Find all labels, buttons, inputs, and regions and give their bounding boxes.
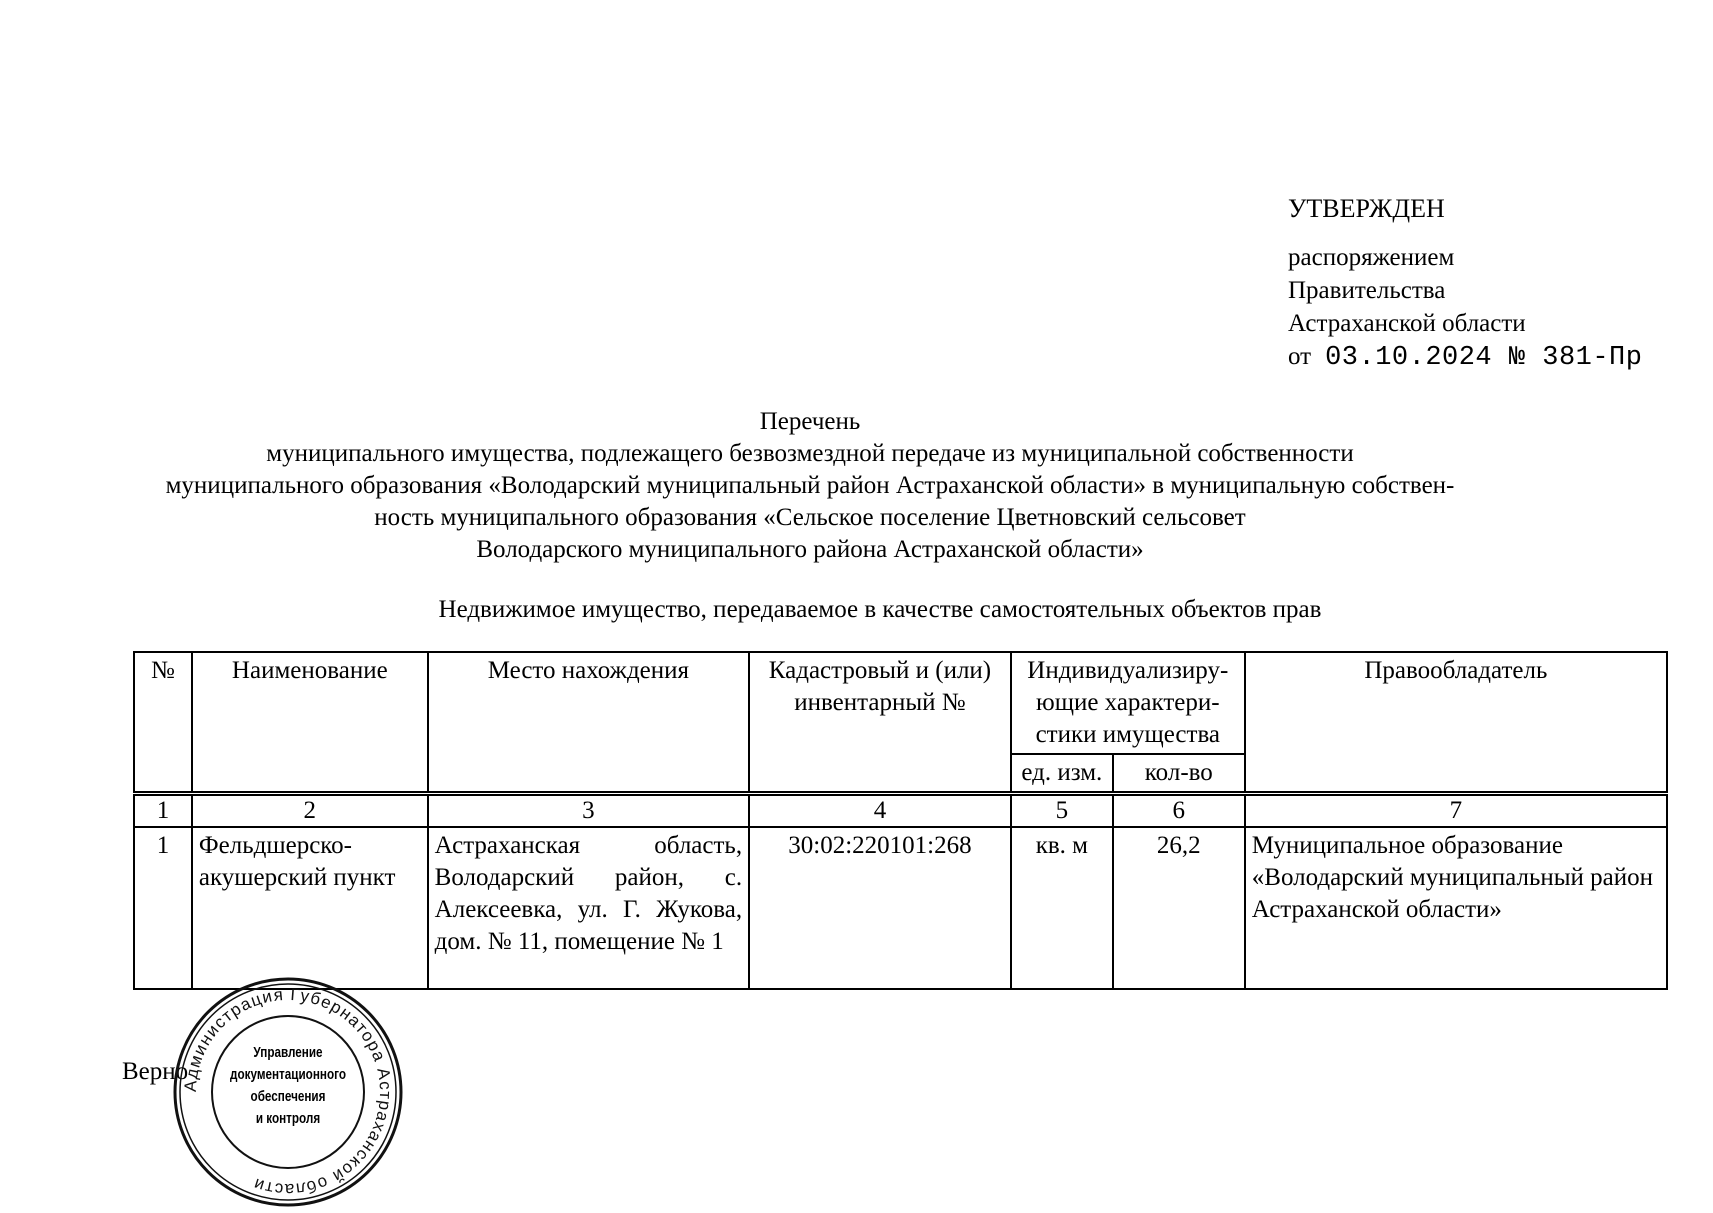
cell-owner: Муниципальное образование «Володарский муниципальный район Астраханской области» — [1245, 827, 1667, 989]
column-number: 5 — [1011, 794, 1113, 828]
cell-name: Фельдшерско-акушерский пункт — [192, 827, 428, 989]
table-row — [134, 827, 1667, 989]
seal-line-4: и контроля — [255, 1110, 321, 1127]
official-seal — [172, 976, 404, 1208]
header-location: Место нахождения — [428, 652, 749, 794]
cell-location: Астраханская область, Володарский район, с. Алексеевка, ул. Г. Жукова, дом. № 11, помещение № 1 — [428, 827, 749, 989]
column-number: 2 — [192, 794, 428, 828]
verno-label: Верно — [122, 1058, 189, 1085]
title-line-5: Володарского муниципального района Астраханской области» — [476, 536, 1144, 563]
title-line-1: Перечень — [759, 408, 861, 435]
cell-unit: кв. м — [1011, 827, 1113, 989]
approval-block — [1288, 192, 1642, 375]
title-line-4: ность муниципального образования «Сельское поселение Цветновский сельсовет — [374, 504, 1246, 531]
header-owner: Правообладатель — [1245, 652, 1667, 794]
column-number: 7 — [1245, 794, 1667, 828]
property-table — [133, 651, 1668, 990]
title-line-3: муниципального образования «Володарский муниципальный район Астраханской области» в муниципальную собствен- — [165, 472, 1455, 499]
section-subtitle: Недвижимое имущество, передаваемое в качестве самостоятельных объектов прав — [438, 596, 1322, 623]
title-line-2: муниципального имущества, подлежащего безвозмездной передаче из муниципальной собственности — [266, 440, 1354, 467]
table-header-row — [134, 652, 1667, 754]
seal-line-3: обеспечения — [250, 1088, 326, 1105]
header-unit: ед. изм. — [1011, 754, 1113, 794]
cell-num: 1 — [134, 827, 192, 989]
seal-line-2: документационного — [230, 1066, 346, 1083]
seal-center-text — [230, 1042, 346, 1130]
cell-cadastral: 30:02:220101:268 — [749, 827, 1011, 989]
header-qty: кол-во — [1113, 754, 1245, 794]
seal-ring-text: Администрация Губернатора Астраханской области — [180, 984, 396, 1200]
approval-date-number: 03.10.2024 № 381-Пр — [1325, 343, 1643, 373]
approval-line-2: Правительства — [1288, 277, 1446, 304]
column-number-row — [134, 794, 1667, 828]
header-cadastral: Кадастровый и (или) инвентарный № — [749, 652, 1011, 794]
header-characteristics: Индивидуализиру-ющие характери-стики имущества — [1011, 652, 1245, 754]
approval-line-3: Астраханской области — [1288, 310, 1526, 337]
column-number: 1 — [134, 794, 192, 828]
approval-date-line — [1288, 340, 1642, 375]
cell-qty: 26,2 — [1113, 827, 1245, 989]
column-number: 3 — [428, 794, 749, 828]
seal-line-1: Управление — [253, 1044, 323, 1061]
column-number: 6 — [1113, 794, 1245, 828]
header-num: № — [134, 652, 192, 794]
header-name: Наименование — [192, 652, 428, 794]
document-title — [120, 406, 1500, 566]
column-number: 4 — [749, 794, 1011, 828]
approval-line-1: распоряжением — [1288, 244, 1455, 271]
approval-date-prefix: от — [1288, 343, 1312, 370]
approval-heading: УТВЕРЖДЕН — [1288, 194, 1445, 223]
